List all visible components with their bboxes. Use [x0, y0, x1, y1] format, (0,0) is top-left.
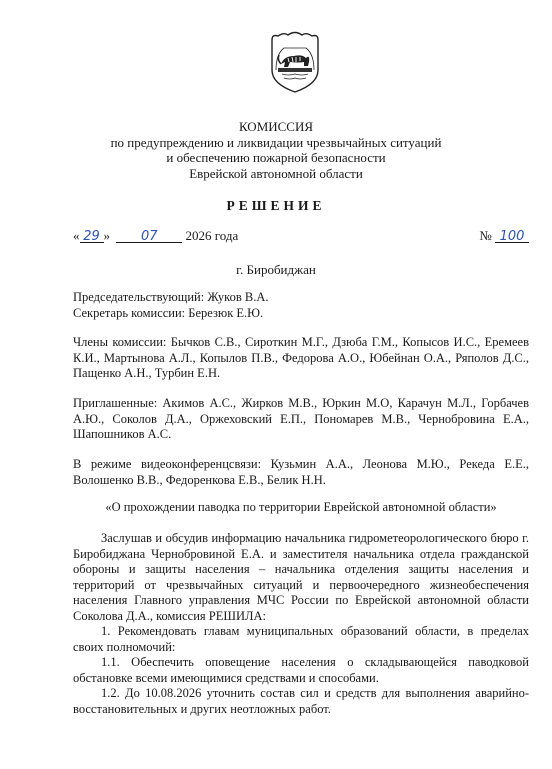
intro-paragraph: Заслушав и обсудив информацию начальника гидрометеорологического бюро г. Биробиджана Чернобровиной Е.А. и заместителя начальника отдела гражданской обороны и защиты населения – начальника отделения защиты населения и территорий от чрезвычайных ситуаций и первоочередного жизнеобеспечения населения Главного управления МЧС России по Еврейской автономной области Соколова Д.А., комиссия РЕШИЛА: — [73, 531, 529, 623]
org-line-3: Еврейской автономной области — [189, 165, 363, 181]
number-field — [495, 228, 529, 243]
invited-paragraph — [73, 396, 529, 443]
decision-body — [73, 531, 529, 717]
quote-open: « — [73, 228, 80, 243]
date-number-line — [73, 228, 529, 248]
organization-header — [0, 119, 552, 181]
video-text: В режиме видеоконференцсвязи: Кузьмин А.А., Леонова М.Ю., Рекеда Е.Е., Волошенко В.В., Федоренкова Е.В., Белик Н.Н. — [73, 457, 529, 487]
coat-of-arms-emblem — [264, 30, 326, 94]
date-day-field — [80, 228, 104, 243]
document-type-title: РЕШЕНИЕ — [226, 198, 326, 213]
video-paragraph — [73, 457, 529, 488]
document-date — [73, 228, 238, 244]
invited-text: Приглашенные: Акимов А.С., Жирков М.В., Юркин М.О, Карачун М.Л., Горбачев А.Ю., Соколов Д.А., Оржеховский Е.П., Пономарев М.В., Чернобровина Е.А., Шапошников А.С. — [73, 396, 529, 441]
document-number — [479, 228, 529, 244]
date-month-field — [116, 228, 182, 243]
item-1-1: 1.1. Обеспечить оповещение населения о складывающейся паводковой обстановке всеми имеющимися средствами и способами. — [73, 655, 529, 685]
item-1: 1. Рекомендовать главам муниципальных образований области, в пределах своих полномочий: — [73, 624, 529, 654]
leadership-block — [73, 290, 529, 321]
members-paragraph — [73, 335, 529, 382]
members-text: Члены комиссии: Бычков С.В., Сироткин М.Г., Дзюба Г.М., Копысов И.С., Еремеев К.И., Мартынова А.Л., Копылов П.В., Федорова А.О., Юбейнан О.А., Ряполов Д.С., Пащенко А.Н., Турбин Е.Н. — [73, 335, 529, 380]
item-1-2: 1.2. До 10.08.2026 уточнить состав сил и средств для выполнения аварийно-восстановительных и других неотложных работ. — [73, 686, 529, 716]
chair-line: Председательствующий: Жуков В.А. — [73, 290, 269, 304]
number-value: 100 — [499, 229, 525, 244]
org-title: КОМИССИЯ — [238, 119, 314, 134]
quote-close: » — [103, 228, 110, 243]
org-line-1: по предупреждению и ликвидации чрезвычайных ситуаций — [110, 134, 442, 150]
secretary-line: Секретарь комиссии: Березюк Е.Ю. — [73, 305, 264, 320]
date-day: 29 — [83, 229, 100, 244]
city-line: г. Биробиджан — [236, 262, 316, 277]
date-year: 2026 года — [185, 228, 239, 243]
org-line-2: и обеспечению пожарной безопасности — [166, 150, 386, 165]
meeting-subject: «О прохождении паводка по территории Еврейской автономной области» — [105, 500, 497, 514]
date-month: 07 — [140, 229, 158, 244]
number-sign: № — [479, 228, 492, 243]
